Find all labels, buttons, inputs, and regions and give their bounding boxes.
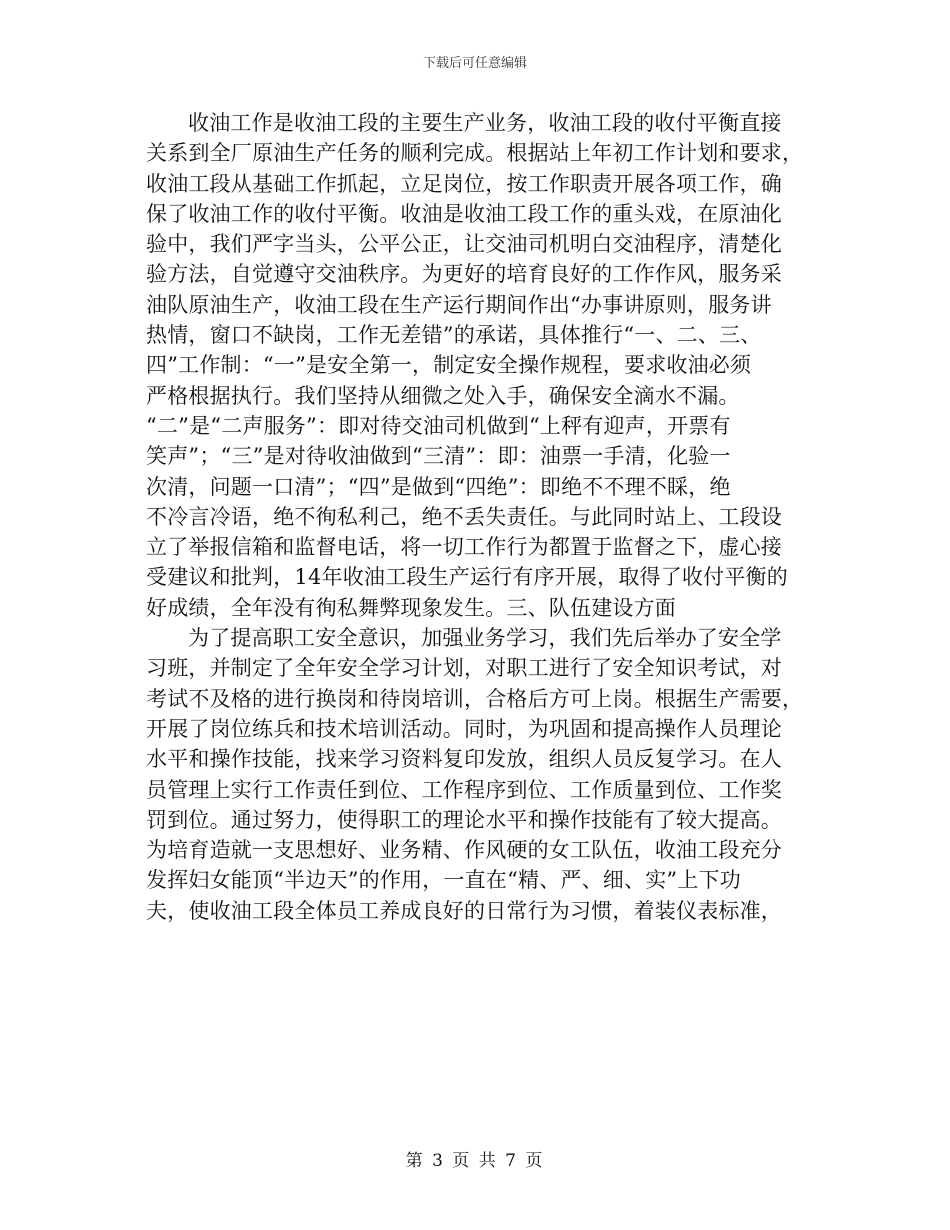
text-line: 夫，使收油工段全体员工养成良好的日常行为习惯，着装仪表标准， xyxy=(146,898,782,923)
text-line: 关系到全厂原油生产任务的顺利完成。根据站上年初工作计划和要求， xyxy=(146,141,804,166)
text-line: 严格根据执行。我们坚持从细微之处入手，确保安全滴水不漏。 xyxy=(146,383,740,408)
text-line: 习班，并制定了全年安全学习计划，对职工进行了安全知识考试，对 xyxy=(146,656,782,681)
page-header: 下载后可任意编辑 xyxy=(422,56,527,71)
document-body xyxy=(146,108,806,926)
text-line: 收油工段从基础工作抓起，立足岗位，按工作职责开展各项工作，确 xyxy=(146,171,782,196)
text-line: 笑声”；“三”是对待收油做到“三清”：即：油票一手清，化验一 xyxy=(146,444,731,469)
text-line: 油队原油生产，收油工段在生产运行期间作出“办事讲原则，服务讲 xyxy=(146,292,772,317)
text-line: 罚到位。通过努力，使得职工的理论水平和操作技能有了较大提高。 xyxy=(146,807,782,832)
text-line: 热情，窗口不缺岗，工作无差错”的承诺，具体推行“一、二、三、 xyxy=(146,323,762,348)
page-number: 第 3 页 共 7 页 xyxy=(405,1151,545,1171)
text-line: “二”是“二声服务”：即对待交油司机做到“上秤有迎声，开票有 xyxy=(146,413,731,438)
text-line: 受建议和批判，14年收油工段生产运行有序开展，取得了收付平衡的 xyxy=(146,565,788,590)
text-line: 验中，我们严字当头，公平公正，让交油司机明白交油程序，清楚化 xyxy=(146,232,782,257)
text-line: 不冷言冷语，绝不徇私利己，绝不丢失责任。与此同时站上、工段设 xyxy=(146,504,782,529)
text-line: 考试不及格的进行换岗和待岗培训，合格后方可上岗。根据生产需要， xyxy=(146,686,804,711)
text-line: 验方法，自觉遵守交油秩序。为更好的培育良好的工作作风，服务采 xyxy=(146,262,782,287)
text-line: 次清，问题一口清”；“四”是做到“四绝”：即绝不不理不睬，绝 xyxy=(146,474,731,499)
text-line: 四”工作制：“一”是安全第一，制定安全操作规程，要求收油必须 xyxy=(146,353,752,378)
text-line: 立了举报信箱和监督电话，将一切工作行为都置于监督之下，虚心接 xyxy=(146,535,782,560)
text-line: 收油工作是收油工段的主要生产业务，收油工段的收付平衡直接 xyxy=(188,111,782,135)
text-line: 好成绩，全年没有徇私舞弊现象发生。三、队伍建设方面 xyxy=(146,595,676,620)
text-line: 发挥妇女能顶“半边天”的作用，一直在“精、严、细、实”上下功 xyxy=(146,868,741,893)
text-line: 水平和操作技能，找来学习资料复印发放，组织人员反复学习。在人 xyxy=(146,747,782,772)
text-line: 保了收油工作的收付平衡。收油是收油工段工作的重头戏，在原油化 xyxy=(146,201,782,226)
text-line: 员管理上实行工作责任到位、工作程序到位、工作质量到位、工作奖 xyxy=(146,777,782,802)
text-line: 为了提高职工安全意识，加强业务学习，我们先后举办了安全学 xyxy=(188,626,782,651)
text-line: 开展了岗位练兵和技术培训活动。同时，为巩固和提高操作人员理论 xyxy=(146,716,782,741)
text-line: 为培育造就一支思想好、业务精、作风硬的女工队伍，收油工段充分 xyxy=(146,838,782,863)
